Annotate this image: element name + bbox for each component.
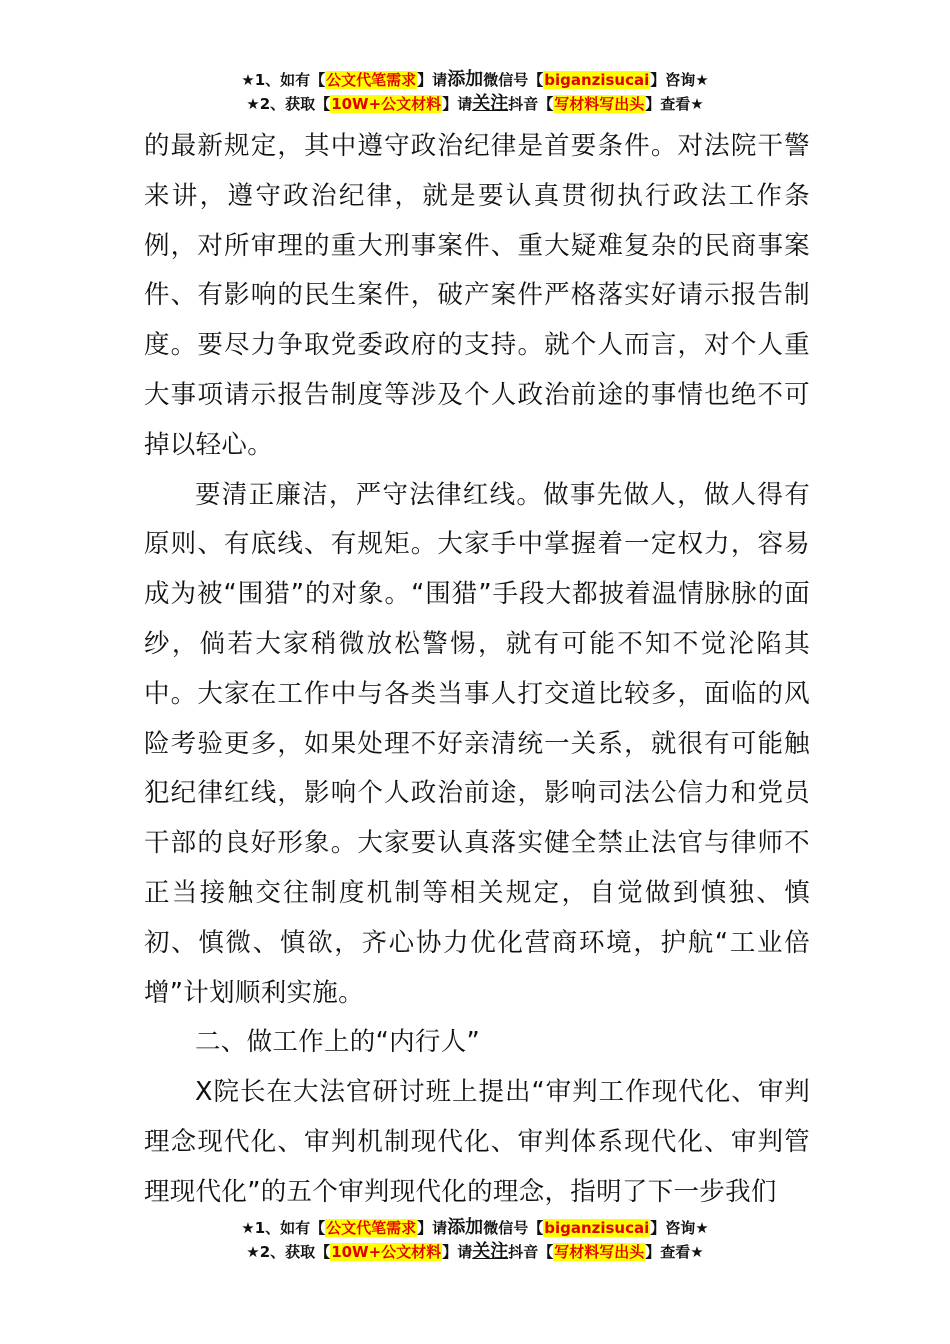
promo-line-1 [0, 68, 950, 92]
promo-text: 】请 [442, 1243, 473, 1261]
promo-text: 抖音【 [508, 95, 554, 113]
promo-highlight: 10W+公文材料 [331, 95, 442, 113]
promo-highlight: 公文代笔需求 [326, 1219, 417, 1237]
promo-text: 】咨询★ [650, 1219, 709, 1237]
promo-highlight: 公文代笔需求 [326, 71, 417, 89]
promo-text: 关注 [472, 1241, 509, 1262]
promo-line-1 [0, 1216, 950, 1240]
promo-text: ★2、获取【 [246, 1243, 331, 1261]
promo-text: 】请 [417, 71, 448, 89]
document-body [144, 122, 810, 1218]
promo-text: 】查看★ [645, 95, 704, 113]
promo-text: 】咨询★ [650, 71, 709, 89]
paragraph: 的最新规定，其中遵守政治纪律是首要条件。对法院干警来讲，遵守政治纪律，就是要认真贯彻执行政法工作条例，对所审理的重大刑事案件、重大疑难复杂的民商事案件、有影响的民生案件，破产案件严格落实好请示报告制度。要尽力争取党委政府的支持。就个人而言，对个人重大事项请示报告制度等涉及个人政治前途的事情也绝不可掉以轻心。 [144, 131, 810, 460]
promo-text: 】查看★ [645, 1243, 704, 1261]
promo-text: 微信号【 [483, 1219, 544, 1237]
promo-line-2 [0, 1240, 950, 1264]
promo-text: 添加 [447, 69, 484, 90]
top-promo-banner [0, 68, 950, 116]
promo-text: ★2、获取【 [246, 95, 331, 113]
promo-text: ★1、如有【 [241, 1219, 326, 1237]
wechat-id: biganzisucai [544, 1219, 650, 1237]
wechat-id: biganzisucai [544, 71, 650, 89]
bottom-promo-banner [0, 1216, 950, 1264]
promo-line-2 [0, 92, 950, 116]
promo-text: 】请 [417, 1219, 448, 1237]
promo-text: 抖音【 [508, 1243, 554, 1261]
douyin-account: 写材料写出头 [554, 95, 645, 113]
paragraph: 要清正廉洁，严守法律红线。做事先做人，做人得有原则、有底线、有规矩。大家手中掌握着一定权力，容易成为被“围猎”的对象。“围猎”手段大都披着温情脉脉的面纱，倘若大家稍微放松警惕，就有可能不知不觉沦陷其中。大家在工作中与各类当事人打交道比较多，面临的风险考验更多，如果处理不好亲清统一关系，就很有可能触犯纪律红线，影响个人政治前途，影响司法公信力和党员干部的良好形象。大家要认真落实健全禁止法官与律师不正当接触交往制度机制等相关规定，自觉做到慎独、慎初、慎微、慎欲，齐心协力优化营商环境，护航“工业倍增”计划顺利实施。 [144, 479, 810, 1008]
paragraph: X院长在大法官研讨班上提出“审判工作现代化、审判理念现代化、审判机制现代化、审判体系现代化、审判管理现代化”的五个审判现代化的理念，指明了下一步我们 [144, 1077, 810, 1207]
promo-text: 关注 [472, 93, 509, 114]
promo-text: ★1、如有【 [241, 71, 326, 89]
douyin-account: 写材料写出头 [554, 1243, 645, 1261]
section-heading: 二、做工作上的“内行人” [195, 1027, 481, 1058]
promo-highlight: 10W+公文材料 [331, 1243, 442, 1261]
promo-text: 】请 [442, 95, 473, 113]
promo-text: 微信号【 [483, 71, 544, 89]
promo-text: 添加 [447, 1217, 484, 1238]
